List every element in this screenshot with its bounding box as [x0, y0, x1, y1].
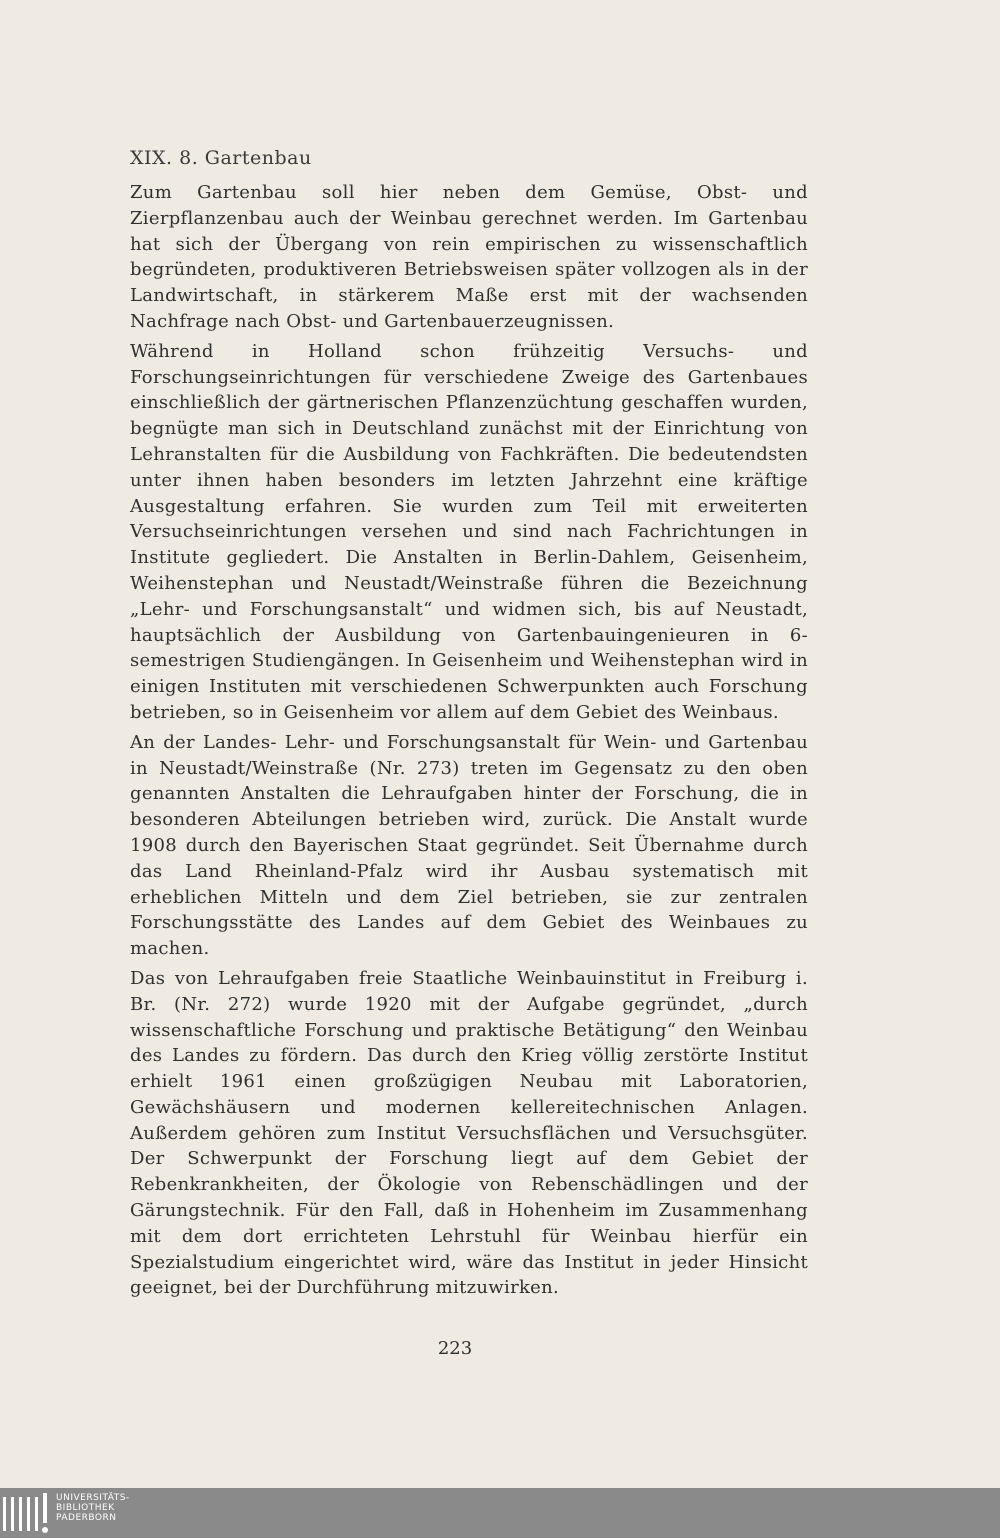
- library-bars-icon: [2, 1491, 50, 1535]
- paragraph-1: Zum Gartenbau soll hier neben dem Gemüse, Obst- und Zierpflanzenbau auch der Weinbau gerechnet werden. Im Gartenbau hat sich der Übergang von rein empirischen zu wissenschaftlich begründeten, produktiveren Betriebsweisen später vollzogen als in der Landwirtschaft, in stärkerem Maße erst mit der wachsenden Nachfrage nach Obst- und Gartenbauerzeugnissen.: [130, 182, 808, 332]
- footer-bar: [0, 1488, 1000, 1538]
- library-name: [56, 1493, 130, 1523]
- library-logo: [0, 1488, 200, 1538]
- library-name-line-1: UNIVERSITÄTS-: [56, 1493, 130, 1503]
- page-number: 223: [437, 1338, 473, 1359]
- body-text: [130, 180, 808, 1305]
- paragraph-3: An der Landes- Lehr- und Forschungsanstalt für Wein- und Gartenbau in Neustadt/Weinstraße (Nr. 273) treten im Gegensatz zu den oben genannten Anstalten die Lehraufgaben hinter der Forschung, die in besonderen Abteilungen betrieben wird, zurück. Die Anstalt wurde 1908 durch den Bayerischen Staat gegründet. Seit Übernahme durch das Land Rheinland-Pfalz wird ihr Ausbau systematisch mit erheblichen Mitteln und dem Ziel betrieben, sie zur zentralen Forschungsstätte des Landes auf dem Gebiet des Weinbaues zu machen.: [130, 731, 808, 960]
- section-heading: XIX. 8. Gartenbau: [130, 147, 312, 169]
- library-name-line-2: BIBLIOTHEK: [56, 1503, 115, 1513]
- library-name-line-3: PADERBORN: [56, 1513, 117, 1523]
- paragraph-2: Während in Holland schon frühzeitig Versuchs- und Forschungseinrichtungen für verschiedene Zweige des Gartenbaues einschließlich der gärtnerischen Pflanzenzüchtung geschaffen wurden, begnügte man sich in Deutschland zunächst mit der Einrichtung von Lehranstalten für die Ausbildung von Fachkräften. Die bedeutendsten unter ihnen haben besonders im letzten Jahrzehnt eine kräftige Ausgestaltung erfahren. Sie wurden zum Teil mit erweiterten Versuchseinrichtungen versehen und sind nach Fachrichtungen in Institute gegliedert. Die Anstalten in Berlin-Dahlem, Geisenheim, Weihenstephan und Neustadt/Weinstraße führen die Bezeichnung „Lehr- und Forschungsanstalt“ und widmen sich, bis auf Neustadt, hauptsächlich der Ausbildung von Gartenbauingenieuren in 6-semestrigen Studiengängen. In Geisenheim und Weihenstephan wird in einigen Instituten mit verschiedenen Schwerpunkten auch Forschung betrieben, so in Geisenheim vor allem auf dem Gebiet des Weinbaus.: [130, 340, 808, 723]
- paragraph-4: Das von Lehraufgaben freie Staatliche Weinbauinstitut in Freiburg i. Br. (Nr. 272) wurde 1920 mit der Aufgabe gegründet, „durch wissenschaftliche Forschung und praktische Betätigung“ den Weinbau des Landes zu fördern. Das durch den Krieg völlig zerstörte Institut erhielt 1961 einen großzügigen Neubau mit Laboratorien, Gewächshäusern und modernen kellereitechnischen Anlagen. Außerdem gehören zum Institut Versuchsflächen und Versuchsgüter. Der Schwerpunkt der Forschung liegt auf dem Gebiet der Rebenkrankheiten, der Ökologie von Rebenschädlingen und der Gärungstechnik. Für den Fall, daß in Hohenheim im Zusammenhang mit dem dort errichteten Lehrstuhl für Weinbau hierfür ein Spezialstudium eingerichtet wird, wäre das Institut in jeder Hinsicht geeignet, bei der Durchführung mitzuwirken.: [130, 967, 808, 1299]
